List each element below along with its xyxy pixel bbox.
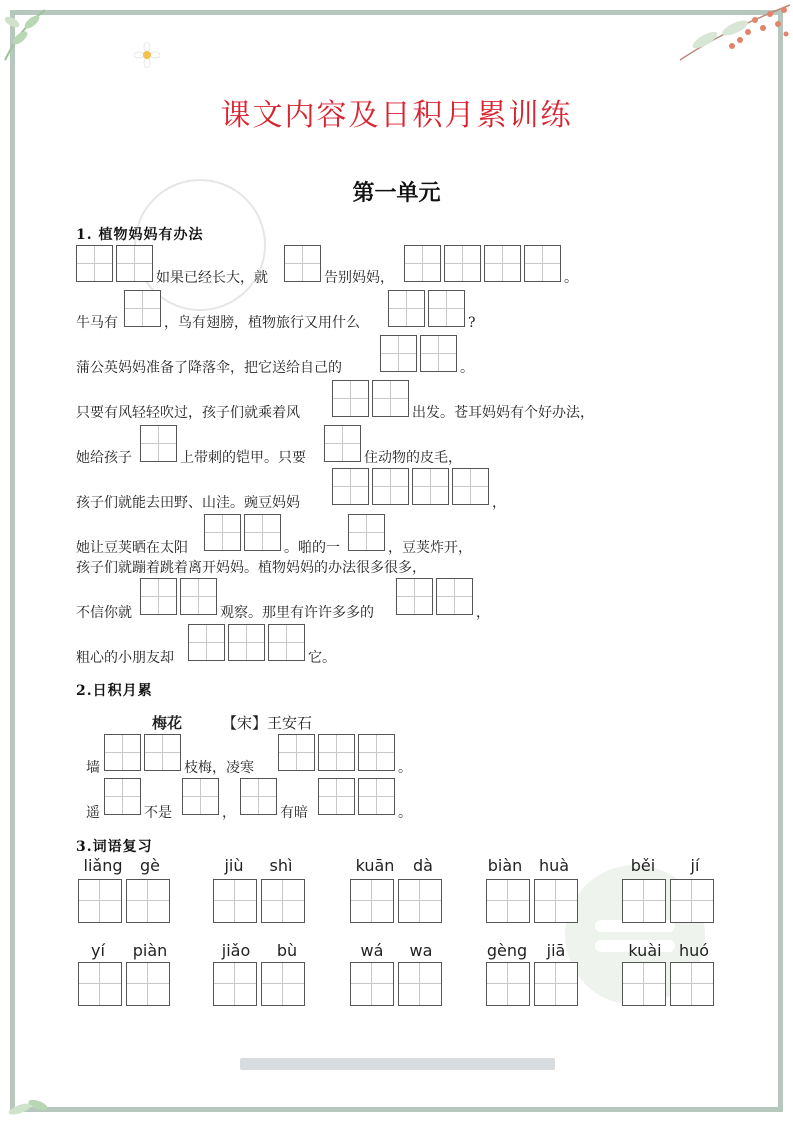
section-heading: 1. 植物妈妈有办法: [76, 227, 204, 243]
text-segment: 遥: [86, 805, 100, 821]
answer-box[interactable]: [140, 578, 177, 615]
word-box[interactable]: [622, 879, 666, 923]
page-title: 课文内容及日积月累训练: [220, 98, 573, 133]
answer-box[interactable]: [428, 290, 465, 327]
word-box[interactable]: [126, 962, 170, 1006]
word-box[interactable]: [213, 962, 257, 1006]
word-box[interactable]: [213, 879, 257, 923]
text-segment: 上带刺的铠甲。只要: [180, 450, 306, 466]
answer-box[interactable]: [412, 468, 449, 505]
text-segment: 告别妈妈，: [324, 270, 394, 286]
text-segment: 有暗: [280, 805, 308, 821]
pinyin-label: běi: [630, 856, 656, 875]
pinyin-label: jiù: [224, 856, 244, 875]
answer-box[interactable]: [358, 778, 395, 815]
pinyin-label: bù: [276, 941, 298, 960]
text-segment: 她让豆荚晒在太阳: [76, 540, 188, 556]
answer-box[interactable]: [228, 624, 265, 661]
text-segment: 只要有风轻轻吹过，孩子们就乘着风: [76, 405, 300, 421]
pinyin-label: biàn: [487, 856, 523, 875]
word-box[interactable]: [398, 879, 442, 923]
answer-box[interactable]: [332, 468, 369, 505]
text-segment: 牛马有: [76, 315, 118, 331]
text-segment: 粗心的小朋友却: [76, 650, 174, 666]
answer-box[interactable]: [388, 290, 425, 327]
text-segment: ，鸟有翅膀，植物旅行又用什么: [164, 315, 360, 331]
answer-box[interactable]: [268, 624, 305, 661]
answer-box[interactable]: [278, 734, 315, 771]
answer-box[interactable]: [524, 245, 561, 282]
text-segment: 孩子们就蹦着跳着离开妈妈。植物妈妈的办法很多很多，: [76, 560, 426, 576]
answer-box[interactable]: [332, 380, 369, 417]
poem-title: 梅花: [152, 714, 183, 732]
text-segment: 蒲公英妈妈准备了降落伞，把它送给自己的: [76, 360, 342, 376]
answer-box[interactable]: [452, 468, 489, 505]
word-box[interactable]: [486, 962, 530, 1006]
answer-box[interactable]: [348, 514, 385, 551]
answer-box[interactable]: [396, 578, 433, 615]
text-segment: 如果已经长大，就: [156, 270, 268, 286]
word-box[interactable]: [350, 962, 394, 1006]
text-segment: 出发。苍耳妈妈有个好办法，: [412, 405, 594, 421]
pinyin-label: liǎng: [83, 856, 123, 875]
answer-box[interactable]: [484, 245, 521, 282]
pinyin-label: wa: [409, 941, 433, 960]
word-box[interactable]: [670, 962, 714, 1006]
answer-box[interactable]: [372, 380, 409, 417]
answer-box[interactable]: [444, 245, 481, 282]
pinyin-label: gè: [140, 856, 160, 875]
answer-box[interactable]: [240, 778, 277, 815]
text-segment: 住动物的皮毛，: [364, 450, 462, 466]
text-segment: 。: [398, 805, 412, 821]
flower-decoration-icon: [0, 1095, 60, 1122]
pinyin-label: jiǎo: [221, 941, 251, 960]
text-segment: 墙: [86, 760, 100, 776]
pinyin-label: dà: [413, 856, 433, 875]
word-box[interactable]: [261, 962, 305, 1006]
text-segment: 不是: [144, 805, 172, 821]
answer-box[interactable]: [436, 578, 473, 615]
answer-box[interactable]: [104, 778, 141, 815]
answer-box[interactable]: [404, 245, 441, 282]
pinyin-label: huó: [678, 941, 710, 960]
pinyin-label: wá: [360, 941, 384, 960]
text-segment: 。: [564, 270, 578, 286]
answer-box[interactable]: [284, 245, 321, 282]
word-box[interactable]: [486, 879, 530, 923]
poem-author: 【宋】王安石: [222, 714, 313, 732]
text-segment: 她给孩子: [76, 450, 132, 466]
answer-box[interactable]: [76, 245, 113, 282]
text-segment: 观察。那里有许许多多的: [220, 605, 374, 621]
text-segment: ，: [492, 495, 506, 511]
unit-heading: 第一单元: [352, 180, 441, 206]
word-box[interactable]: [622, 962, 666, 1006]
answer-box[interactable]: [324, 425, 361, 462]
text-segment: ，豆荚炸开，: [388, 540, 472, 556]
word-box[interactable]: [350, 879, 394, 923]
blurred-footer-text: [240, 1058, 555, 1070]
answer-box[interactable]: [358, 734, 395, 771]
answer-box[interactable]: [380, 335, 417, 372]
answer-box[interactable]: [372, 468, 409, 505]
answer-box[interactable]: [244, 514, 281, 551]
answer-box[interactable]: [180, 578, 217, 615]
pinyin-label: yí: [91, 941, 105, 960]
answer-box[interactable]: [104, 734, 141, 771]
answer-box[interactable]: [144, 734, 181, 771]
text-segment: 。啪的一: [284, 540, 340, 556]
pinyin-label: kuān: [355, 856, 395, 875]
answer-box[interactable]: [318, 734, 355, 771]
text-segment: ，: [222, 805, 236, 821]
text-segment: 。: [460, 360, 474, 376]
pinyin-label: jiā: [546, 941, 566, 960]
answer-box[interactable]: [116, 245, 153, 282]
pinyin-label: piàn: [132, 941, 168, 960]
pinyin-label: shì: [269, 856, 293, 875]
word-box[interactable]: [126, 879, 170, 923]
word-box[interactable]: [534, 962, 578, 1006]
text-segment: 不信你就: [76, 605, 132, 621]
answer-box[interactable]: [140, 425, 177, 462]
flower-decoration-icon: [0, 0, 60, 70]
word-box[interactable]: [78, 962, 122, 1006]
answer-box[interactable]: [124, 290, 161, 327]
word-box[interactable]: [78, 879, 122, 923]
pinyin-label: kuài: [628, 941, 662, 960]
answer-box[interactable]: [318, 778, 355, 815]
text-segment: 它。: [308, 650, 336, 666]
word-box[interactable]: [398, 962, 442, 1006]
berry-branch-icon: [660, 0, 793, 70]
answer-box[interactable]: [420, 335, 457, 372]
pinyin-label: gèng: [486, 941, 528, 960]
answer-box[interactable]: [204, 514, 241, 551]
section-heading: 2.日积月累: [76, 683, 153, 699]
text-segment: ?: [468, 315, 476, 331]
pinyin-label: jí: [690, 856, 700, 875]
text-segment: 。: [398, 760, 412, 776]
word-box[interactable]: [261, 879, 305, 923]
answer-box[interactable]: [188, 624, 225, 661]
word-box[interactable]: [670, 879, 714, 923]
text-segment: ，: [476, 605, 490, 621]
daisy-icon: [134, 42, 160, 68]
word-box[interactable]: [534, 879, 578, 923]
text-segment: 孩子们就能去田野、山洼。豌豆妈妈: [76, 495, 300, 511]
text-segment: 枝梅，凌寒: [184, 760, 254, 776]
answer-box[interactable]: [182, 778, 219, 815]
pinyin-label: huà: [538, 856, 570, 875]
section-heading: 3.词语复习: [76, 839, 153, 855]
